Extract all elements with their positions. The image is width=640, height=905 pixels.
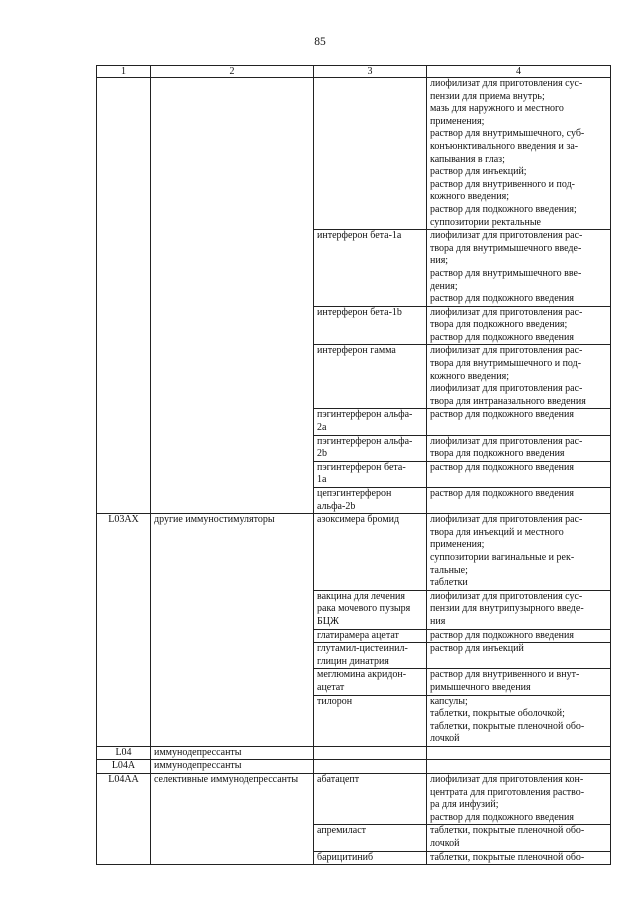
drug-name-cell: интерферон гамма xyxy=(314,345,427,409)
dosage-form-cell: раствор для внутривенного и внут- римышечного введения xyxy=(427,669,611,695)
drug-name-cell xyxy=(314,746,427,760)
group-cell: другие иммуностимуляторы xyxy=(151,514,314,591)
table-row xyxy=(97,760,611,774)
drug-name-cell: интерферон бета-1b xyxy=(314,306,427,345)
table-row xyxy=(97,774,611,825)
drug-table xyxy=(96,65,611,865)
dosage-form-cell: капсулы; таблетки, покрытые оболочкой; таблетки, покрытые пленочной обо- лочкой xyxy=(427,695,611,746)
table-row xyxy=(97,488,611,514)
drug-name-cell: абатацепт xyxy=(314,774,427,825)
dosage-form-cell xyxy=(427,760,611,774)
code-cell: L04A xyxy=(97,760,151,774)
group-cell xyxy=(151,851,314,865)
dosage-form-cell: лиофилизат для приготовления рас- твора для внутримышечного и под- кожного введения; лиофилизат для приготовления рас- твора для интраназального введения xyxy=(427,345,611,409)
code-cell: L04AA xyxy=(97,774,151,825)
drug-name-cell: вакцина для лечения рака мочевого пузыря БЦЖ xyxy=(314,590,427,629)
code-cell xyxy=(97,78,151,230)
table-row xyxy=(97,851,611,865)
group-cell xyxy=(151,306,314,345)
dosage-form-cell: лиофилизат для приготовления сус- пензии для приема внутрь; мазь для наружного и местного применения; раствор для внутримышечного, суб- конъюнктивального введения и за- капывания в глаз; раствор для инъекций; раствор для внутривенного и под- кожного введения; раствор для подкожного введения; суппозитории ректальные xyxy=(427,78,611,230)
table-row xyxy=(97,695,611,746)
table-row xyxy=(97,825,611,851)
code-cell xyxy=(97,590,151,629)
page-number: 85 xyxy=(314,36,326,48)
group-cell xyxy=(151,461,314,487)
group-cell xyxy=(151,345,314,409)
table-row xyxy=(97,514,611,591)
drug-name-cell: меглюмина акридон- ацетат xyxy=(314,669,427,695)
code-cell xyxy=(97,306,151,345)
group-cell xyxy=(151,643,314,669)
group-cell: иммунодепрессанты xyxy=(151,760,314,774)
code-cell xyxy=(97,669,151,695)
code-cell xyxy=(97,435,151,461)
code-cell: L03AX xyxy=(97,514,151,591)
group-cell xyxy=(151,488,314,514)
table-row xyxy=(97,746,611,760)
dosage-form-cell: раствор для подкожного введения xyxy=(427,488,611,514)
table-row xyxy=(97,409,611,435)
table-row xyxy=(97,306,611,345)
code-cell xyxy=(97,345,151,409)
dosage-form-cell: лиофилизат для приготовления сус- пензии для внутрипузырного введе- ния xyxy=(427,590,611,629)
drug-name-cell xyxy=(314,760,427,774)
dosage-form-cell: лиофилизат для приготовления рас- твора для внутримышечного введе- ния; раствор для внутримышечного вве- дения; раствор для подкожного введения xyxy=(427,230,611,307)
group-cell: селективные иммунодепрессанты xyxy=(151,774,314,825)
group-cell xyxy=(151,669,314,695)
table-row xyxy=(97,629,611,643)
code-cell xyxy=(97,643,151,669)
drug-name-cell: тилорон xyxy=(314,695,427,746)
code-cell xyxy=(97,230,151,307)
drug-name-cell: глатирамера ацетат xyxy=(314,629,427,643)
dosage-form-cell: раствор для подкожного введения xyxy=(427,461,611,487)
drug-name-cell: пэгинтерферон бета- 1a xyxy=(314,461,427,487)
group-cell xyxy=(151,629,314,643)
group-cell: иммунодепрессанты xyxy=(151,746,314,760)
drug-name-cell: глутамил-цистеинил- глицин динатрия xyxy=(314,643,427,669)
drug-name-cell: пэгинтерферон альфа- 2a xyxy=(314,409,427,435)
group-cell xyxy=(151,825,314,851)
dosage-form-cell: лиофилизат для приготовления рас- твора для инъекций и местного применения; суппозитории вагинальные и рек- тальные; таблетки xyxy=(427,514,611,591)
code-cell xyxy=(97,851,151,865)
table-row xyxy=(97,435,611,461)
dosage-form-cell xyxy=(427,746,611,760)
drug-name-cell: пэгинтерферон альфа- 2b xyxy=(314,435,427,461)
column-header: 1 xyxy=(97,66,151,78)
code-cell xyxy=(97,825,151,851)
drug-name-cell: азоксимера бромид xyxy=(314,514,427,591)
table-row xyxy=(97,230,611,307)
column-header: 2 xyxy=(151,66,314,78)
table-row xyxy=(97,643,611,669)
code-cell xyxy=(97,695,151,746)
dosage-form-cell: раствор для подкожного введения xyxy=(427,629,611,643)
dosage-form-cell: раствор для подкожного введения xyxy=(427,409,611,435)
group-cell xyxy=(151,230,314,307)
dosage-form-cell: лиофилизат для приготовления кон- центрата для приготовления раство- ра для инфузий; раствор для подкожного введения xyxy=(427,774,611,825)
code-cell xyxy=(97,629,151,643)
code-cell xyxy=(97,409,151,435)
group-cell xyxy=(151,435,314,461)
dosage-form-cell: лиофилизат для приготовления рас- твора для подкожного введения; раствор для подкожного введения xyxy=(427,306,611,345)
drug-name-cell xyxy=(314,78,427,230)
table-row xyxy=(97,669,611,695)
code-cell: L04 xyxy=(97,746,151,760)
table-row xyxy=(97,345,611,409)
group-cell xyxy=(151,695,314,746)
dosage-form-cell: таблетки, покрытые пленочной обо- xyxy=(427,851,611,865)
dosage-form-cell: таблетки, покрытые пленочной обо- лочкой xyxy=(427,825,611,851)
drug-name-cell: интерферон бета-1a xyxy=(314,230,427,307)
group-cell xyxy=(151,409,314,435)
header-row xyxy=(97,66,611,78)
drug-name-cell: цепэгинтерферон альфа-2b xyxy=(314,488,427,514)
group-cell xyxy=(151,590,314,629)
dosage-form-cell: лиофилизат для приготовления рас- твора для подкожного введения xyxy=(427,435,611,461)
table-row xyxy=(97,590,611,629)
code-cell xyxy=(97,488,151,514)
group-cell xyxy=(151,78,314,230)
table-row xyxy=(97,78,611,230)
dosage-form-cell: раствор для инъекций xyxy=(427,643,611,669)
drug-name-cell: апремиласт xyxy=(314,825,427,851)
column-header: 3 xyxy=(314,66,427,78)
table-row xyxy=(97,461,611,487)
code-cell xyxy=(97,461,151,487)
drug-name-cell: барицитиниб xyxy=(314,851,427,865)
column-header: 4 xyxy=(427,66,611,78)
